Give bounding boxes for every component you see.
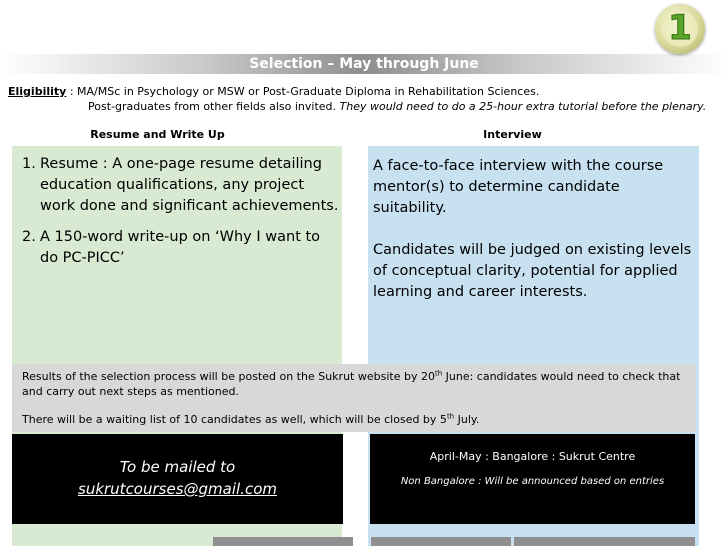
list-item-text: A 150-word write-up on ‘Why I want to do PC-PICC’ xyxy=(40,229,321,266)
interview-paragraph-2: Candidates will be judged on existing levels of conceptual clarity, potential for applied learning and career interests. xyxy=(373,242,692,300)
resume-requirements-list xyxy=(22,154,342,269)
resume-column-heading: Resume and Write Up xyxy=(90,128,225,141)
footer-bar xyxy=(371,537,511,546)
interview-paragraph-1: A face-to-face interview with the course mentor(s) to determine candidate suitability. xyxy=(373,158,664,216)
footer-bar xyxy=(514,537,695,546)
interview-description xyxy=(373,156,693,303)
results-paragraph-2 xyxy=(22,412,692,427)
eligibility-line2-plain: Post-graduates from other fields also invited. xyxy=(88,100,340,113)
results-p1-text: Results of the selection process will be posted on the Sukrut website by 20 xyxy=(22,370,435,383)
results-p2-text-after: July. xyxy=(454,413,480,426)
mail-instruction xyxy=(12,456,343,500)
interview-column-heading: Interview xyxy=(483,128,542,141)
list-item-number: 1. xyxy=(22,156,36,172)
location-line-2: Non Bangalore : Will be announced based on entries xyxy=(400,476,665,487)
eligibility-section xyxy=(8,84,723,114)
eligibility-line2 xyxy=(8,99,723,114)
results-paragraph-1 xyxy=(22,369,692,399)
list-item xyxy=(22,227,342,269)
results-notice xyxy=(22,369,692,427)
eligibility-line2-italic: They would need to do a 25-hour extra tutorial before the plenary. xyxy=(339,100,707,113)
interview-location xyxy=(370,449,695,489)
list-item-text: Resume : A one-page resume detailing education qualifications, any project work done and significant achievements. xyxy=(40,156,339,214)
slide-title: Selection – May through June xyxy=(249,56,479,72)
email-link[interactable]: sukrutcourses@gmail.com xyxy=(78,480,277,498)
results-p2-text: There will be a waiting list of 10 candidates as well, which will be closed by 5 xyxy=(22,413,447,426)
results-p1-text-after: June: candidates would need to check that and carry out next steps as mentioned. xyxy=(22,370,681,398)
location-line-1: April-May : Bangalore : Sukrut Centre xyxy=(429,450,636,463)
footer-bar xyxy=(213,537,353,546)
eligibility-line1: : MA/MSc in Psychology or MSW or Post-Graduate Diploma in Rehabilitation Sciences. xyxy=(66,85,540,98)
mail-instruction-label: To be mailed to xyxy=(119,458,236,476)
eligibility-label: Eligibility xyxy=(8,85,67,98)
list-item-number: 2. xyxy=(22,229,36,245)
results-p2-sup: th xyxy=(446,412,455,421)
list-item xyxy=(22,154,342,217)
slide-number: 1 xyxy=(668,8,692,48)
results-p1-sup: th xyxy=(434,369,443,378)
